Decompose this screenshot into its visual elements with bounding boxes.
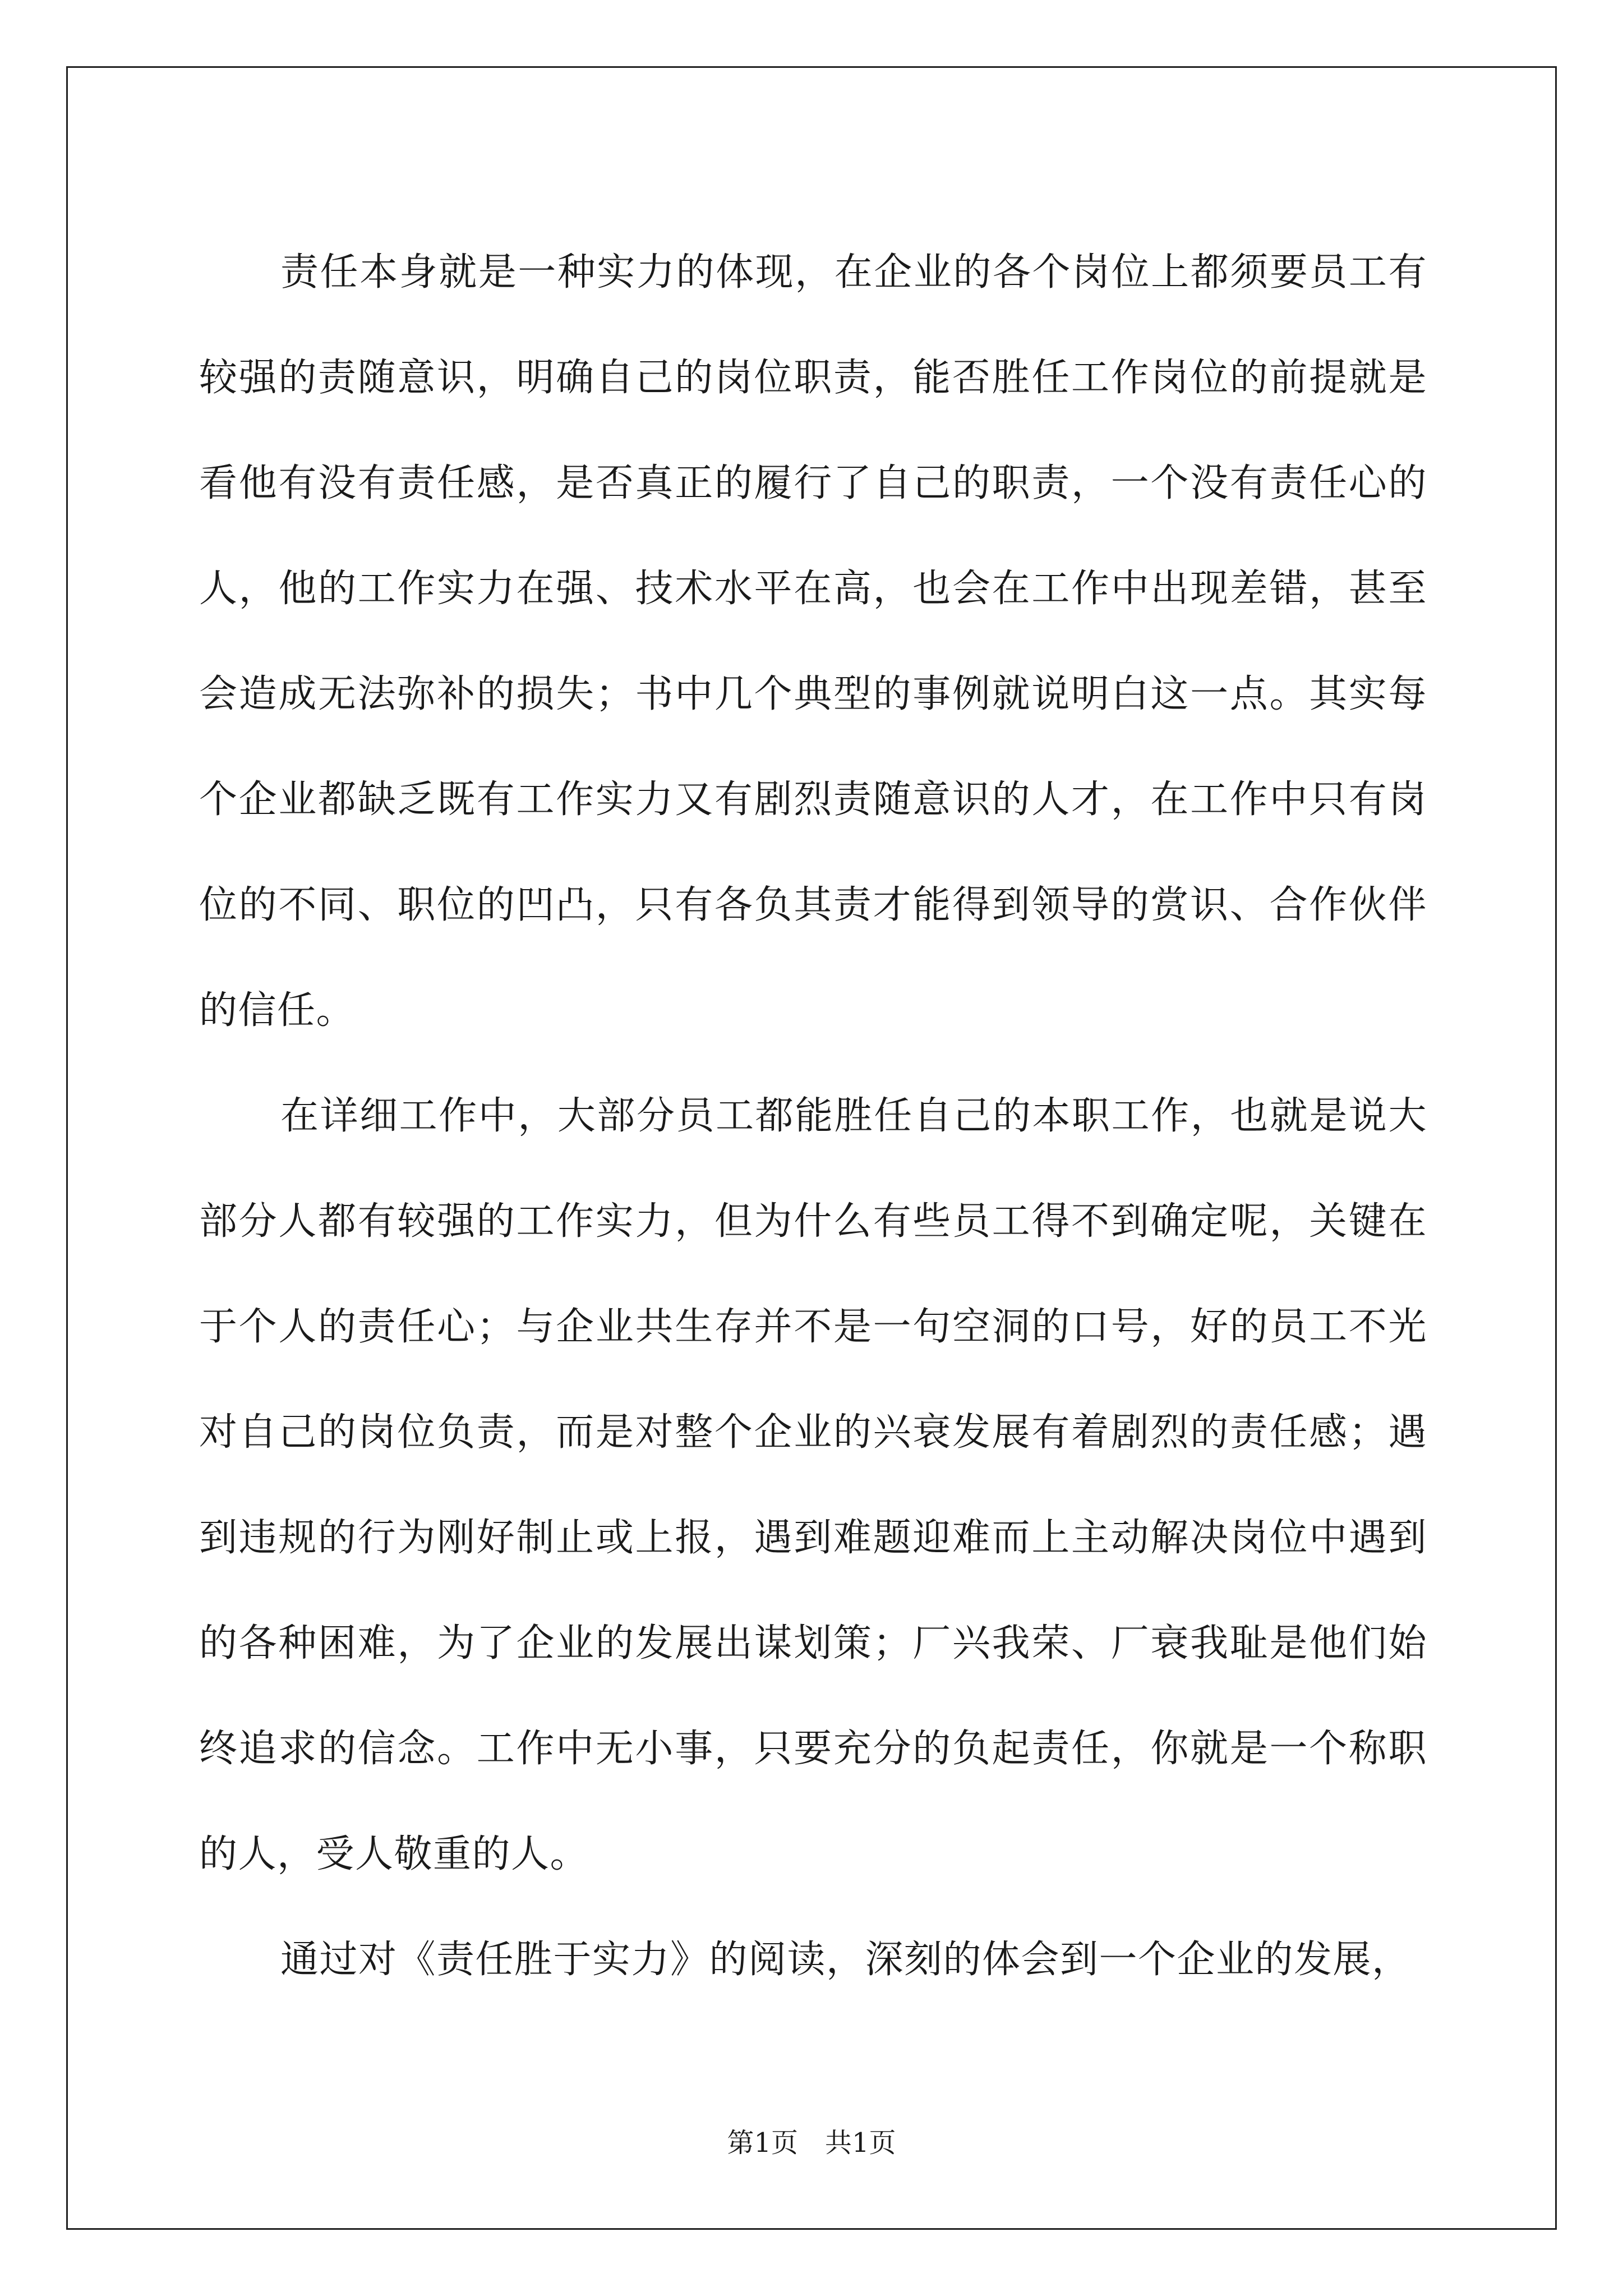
page-footer bbox=[0, 2126, 1623, 2160]
paragraph-3: 通过对《责任胜于实力》的阅读，深刻的体会到一个企业的发展， bbox=[280, 1938, 1411, 1982]
page-number-label: 第1页 共1页 bbox=[727, 2127, 896, 2159]
paragraph-1: 责任本身就是一种实力的体现，在企业的各个岗位上都须要员工有较强的责随意识，明确自己的岗位职责，能否胜任工作岗位的前提就是看他有没有责任感，是否真正的履行了自己的职责，一个没有责任心的人，他的工作实力在强、技术水平在高，也会在工作中出现差错，甚至会造成无法弥补的损失；书中几个典型的事例就说明白这一点。其实每个企业都缺乏既有工作实力又有剧烈责随意识的人才，在工作中只有岗位的不同、职位的凹凸，只有各负其责才能得到领导的赏识、合作伙伴的信任。 bbox=[199, 250, 1427, 1033]
document-body bbox=[199, 220, 1427, 2013]
paragraph-2: 在详细工作中，大部分员工都能胜任自己的本职工作，也就是说大部分人都有较强的工作实力，但为什么有些员工得不到确定呢，关键在于个人的责任心；与企业共生存并不是一句空洞的口号，好的员工不光对自己的岗位负责，而是对整个企业的兴衰发展有着剧烈的责任感；遇到违规的行为刚好制止或上报，遇到难题迎难而上主动解决岗位中遇到的各种困难，为了企业的发展出谋划策；厂兴我荣、厂衰我耻是他们始终追求的信念。工作中无小事，只要充分的负起责任，你就是一个称职的人，受人敬重的人。 bbox=[199, 1094, 1427, 1876]
